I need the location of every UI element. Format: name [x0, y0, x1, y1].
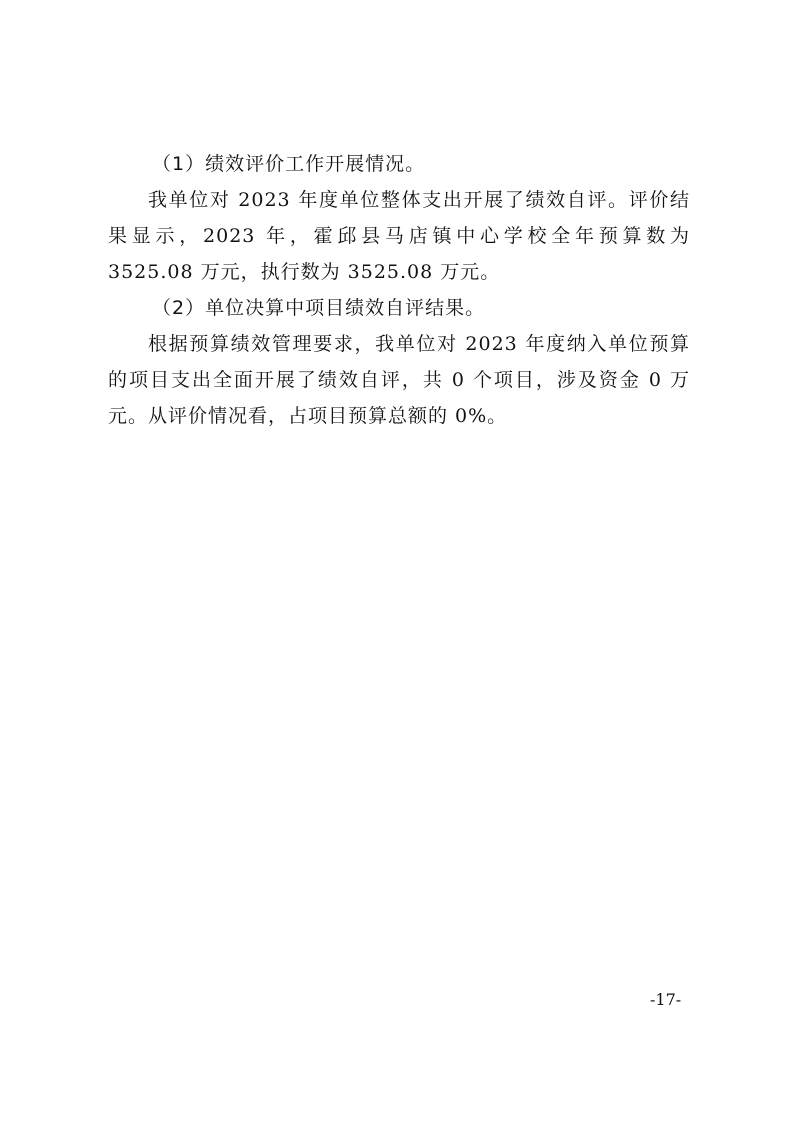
page-number: -17-: [650, 990, 682, 1009]
section-heading-2: （2）单位决算中项目绩效自评结果。: [152, 297, 486, 319]
section-paragraph-1: 我单位对 2023 年度单位整体支出开展了绩效自评。评价结果显示，2023 年，霍邱县马店镇中心学校全年预算数为 3525.08 万元，执行数为 3525.08 万元。: [108, 189, 690, 283]
section-paragraph-2: 根据预算绩效管理要求，我单位对 2023 年度纳入单位预算的项目支出全面开展了绩效自评，共 0 个项目，涉及资金 0 万元。从评价情况看，占项目预算总额的 0%。: [108, 333, 690, 427]
document-body: [108, 146, 690, 434]
section-heading-1: （1）绩效评价工作开展情况。: [152, 153, 426, 175]
